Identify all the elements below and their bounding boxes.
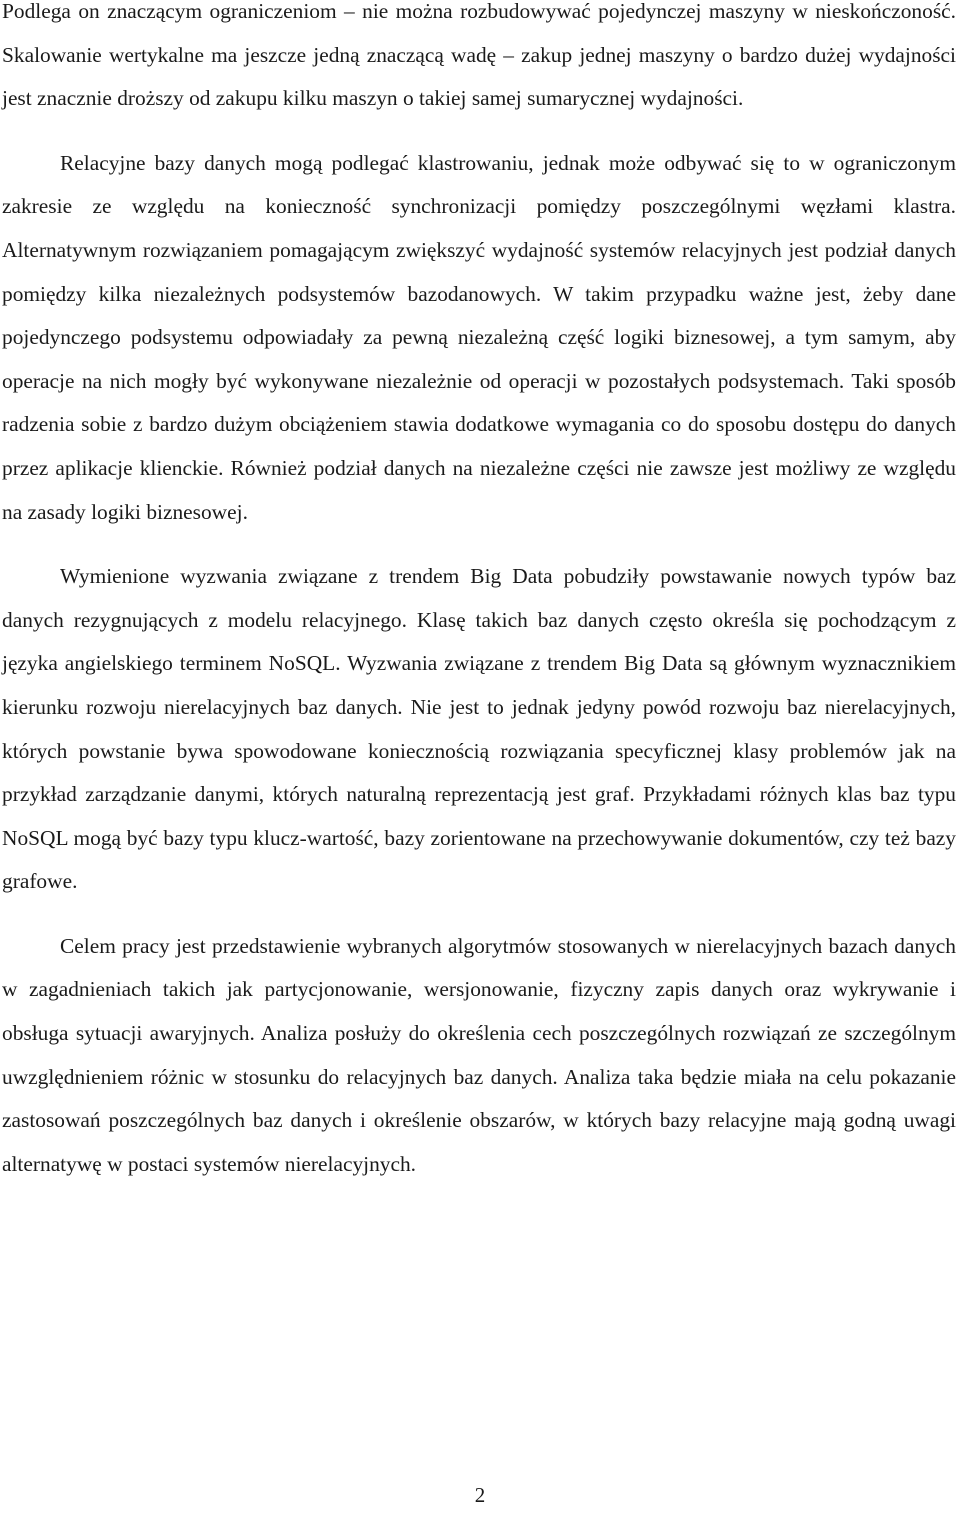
- page-number: 2: [474, 1483, 486, 1507]
- paragraph-nosql: Wymienione wyzwania związane z trendem Big Data pobudziły powstawanie nowych typów baz danych rezygnujących z modelu relacyjnego. Klasę takich baz danych często określa się pochodzącym z języka angielskiego terminem NoSQL. Wyzwania związane z trendem Big Data są głównym wyznacznikiem kierunku rozwoju nierelacyjnych baz danych. Nie jest to jednak jedyny powód rozwoju baz nierelacyjnych, których powstanie bywa spowodowane koniecznością rozwiązania specyficznej klasy problemów jak na przykład zarządzanie danymi, których naturalną reprezentacją jest graf. Przykładami różnych klas baz typu NoSQL mogą być bazy typu klucz-wartość, bazy zorientowane na przechowywanie dokumentów, czy też bazy grafowe.: [2, 564, 956, 894]
- paragraph-clustering: Relacyjne bazy danych mogą podlegać klastrowaniu, jednak może odbywać się to w ograniczonym zakresie ze względu na konieczność synchronizacji pomiędzy poszczególnymi węzłami klastra. Alternatywnym rozwiązaniem pomagającym zwiększyć wydajność systemów relacyjnych jest podział danych pomiędzy kilka niezależnych podsystemów bazodanowych. W takim przypadku ważne jest, żeby dane pojedynczego podsystemu odpowiadały za pewną niezależną część logiki biznesowej, a tym samym, aby operacje na nich mogły być wykonywane niezależnie od operacji w pozostałych podsystemach. Taki sposób radzenia sobie z bardzo dużym obciążeniem stawia dodatkowe wymagania co do sposobu dostępu do danych przez aplikacje klienckie. Również podział danych na niezależne części nie zawsze jest możliwy ze względu na zasady logiki biznesowej.: [2, 150, 956, 524]
- paragraph-continuation: Podlega on znaczącym ograniczeniom – nie można rozbudowywać pojedynczej maszyny w nieskończoność. Skalowanie wertykalne ma jeszcze jedną znaczącą wadę – zakup jednej maszyny o bardzo dużej wydajności jest znacznie droższy od zakupu kilku maszyn o takiej samej sumarycznej wydajności.: [2, 0, 956, 111]
- paragraph-goal: Celem pracy jest przedstawienie wybranych algorytmów stosowanych w nierelacyjnych bazach danych w zagadnieniach takich jak partycjonowanie, wersjonowanie, fizyczny zapis danych oraz wykrywanie i obsługa sytuacji awaryjnych. Analiza posłuży do określenia cech poszczególnych rozwiązań ze szczególnym uwzględnieniem różnic w stosunku do relacyjnych baz danych. Analiza taka będzie miała na celu pokazanie zastosowań poszczególnych baz danych i określenie obszarów, w których bazy relacyjne mają godną uwagi alternatywę w postaci systemów nierelacyjnych.: [2, 933, 956, 1176]
